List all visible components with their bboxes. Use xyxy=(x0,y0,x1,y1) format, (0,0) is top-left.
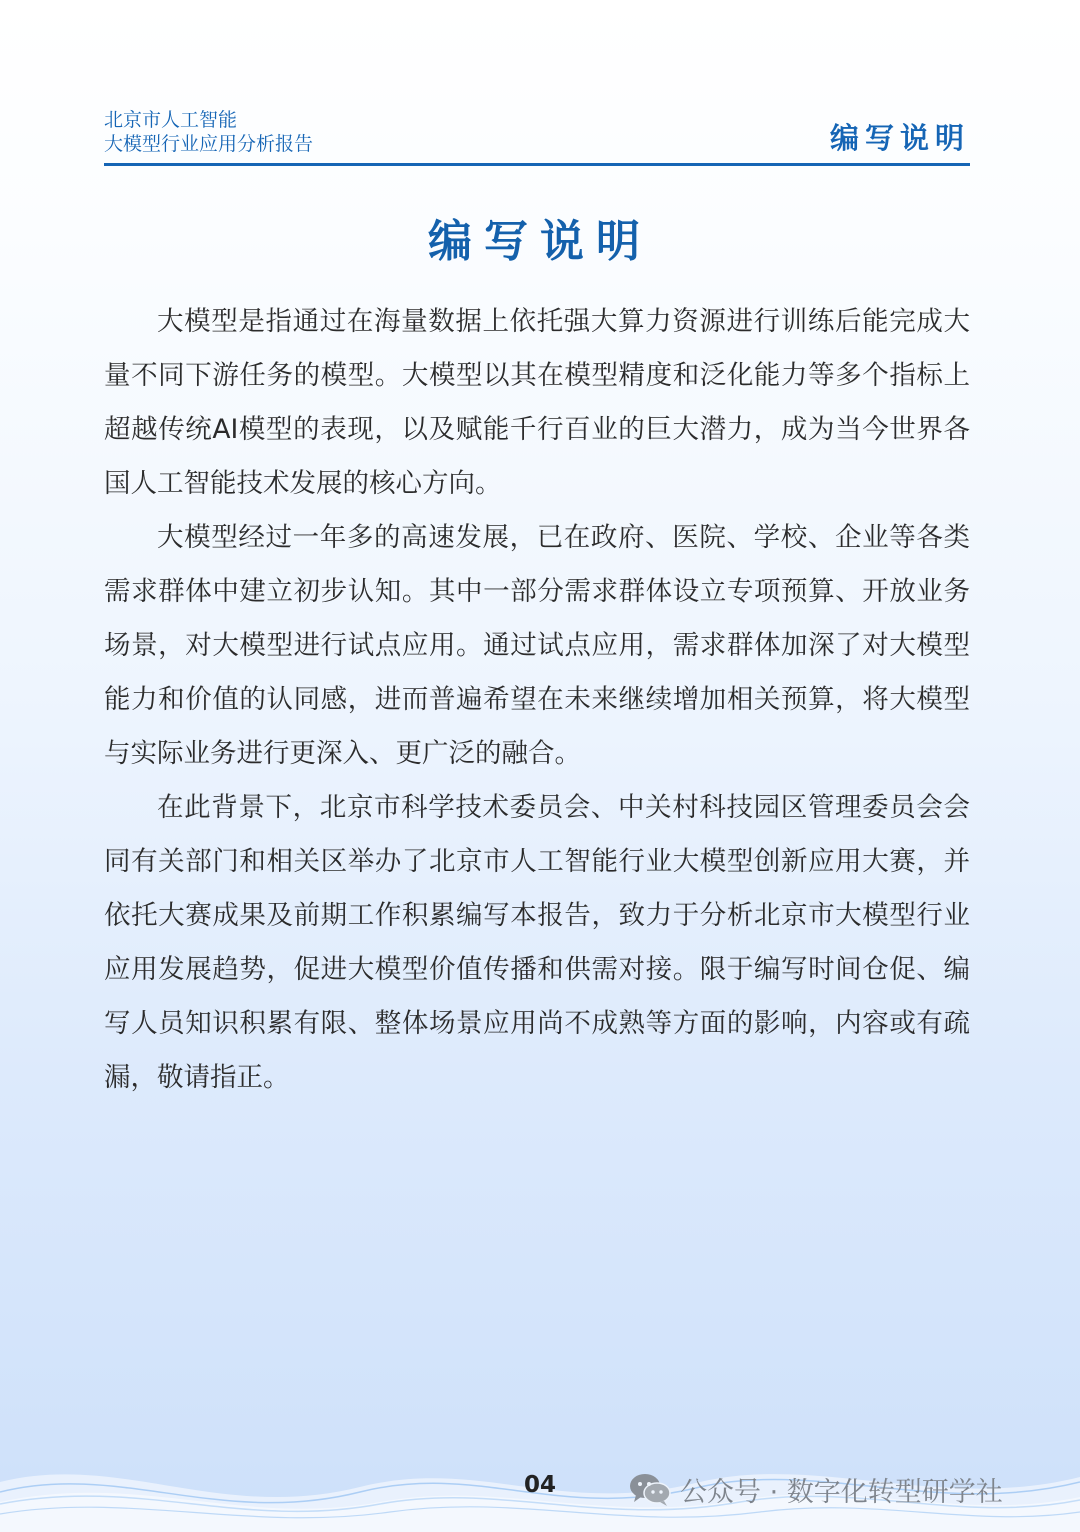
report-title xyxy=(104,108,313,156)
header-divider xyxy=(104,163,970,166)
paragraph-1: 大模型是指通过在海量数据上依托强大算力资源进行训练后能完成大量不同下游任务的模型。大模型以其在模型精度和泛化能力等多个指标上超越传统AI模型的表现，以及赋能千行百业的巨大潜力，成为当今世界各国人工智能技术发展的核心方向。 xyxy=(104,306,970,499)
wechat-icon xyxy=(628,1471,672,1507)
page-title: 编写说明 xyxy=(428,216,652,267)
page-header xyxy=(104,108,970,166)
watermark-text: 公众号 · 数字化转型研学社 xyxy=(680,1476,1003,1508)
page-number: 04 xyxy=(523,1472,556,1498)
body-text xyxy=(104,295,970,1105)
paragraph-3: 在此背景下，北京市科学技术委员会、中关村科技园区管理委员会会同有关部门和相关区举办了北京市人工智能行业大模型创新应用大赛，并依托大赛成果及前期工作积累编写本报告，致力于分析北京市大模型行业应用发展趋势，促进大模型价值传播和供需对接。限于编写时间仓促、编写人员知识积累有限、整体场景应用尚不成熟等方面的影响，内容或有疏漏，敬请指正。 xyxy=(104,792,970,1093)
report-title-line2: 大模型行业应用分析报告 xyxy=(104,133,314,155)
section-name: 编写说明 xyxy=(829,121,970,155)
report-title-line1: 北京市人工智能 xyxy=(104,109,238,131)
watermark xyxy=(628,1470,1003,1508)
paragraph-2: 大模型经过一年多的高速发展，已在政府、医院、学校、企业等各类需求群体中建立初步认知。其中一部分需求群体设立专项预算、开放业务场景，对大模型进行试点应用。通过试点应用，需求群体加深了对大模型能力和价值的认同感，进而普遍希望在未来继续增加相关预算，将大模型与实际业务进行更深入、更广泛的融合。 xyxy=(104,522,970,769)
